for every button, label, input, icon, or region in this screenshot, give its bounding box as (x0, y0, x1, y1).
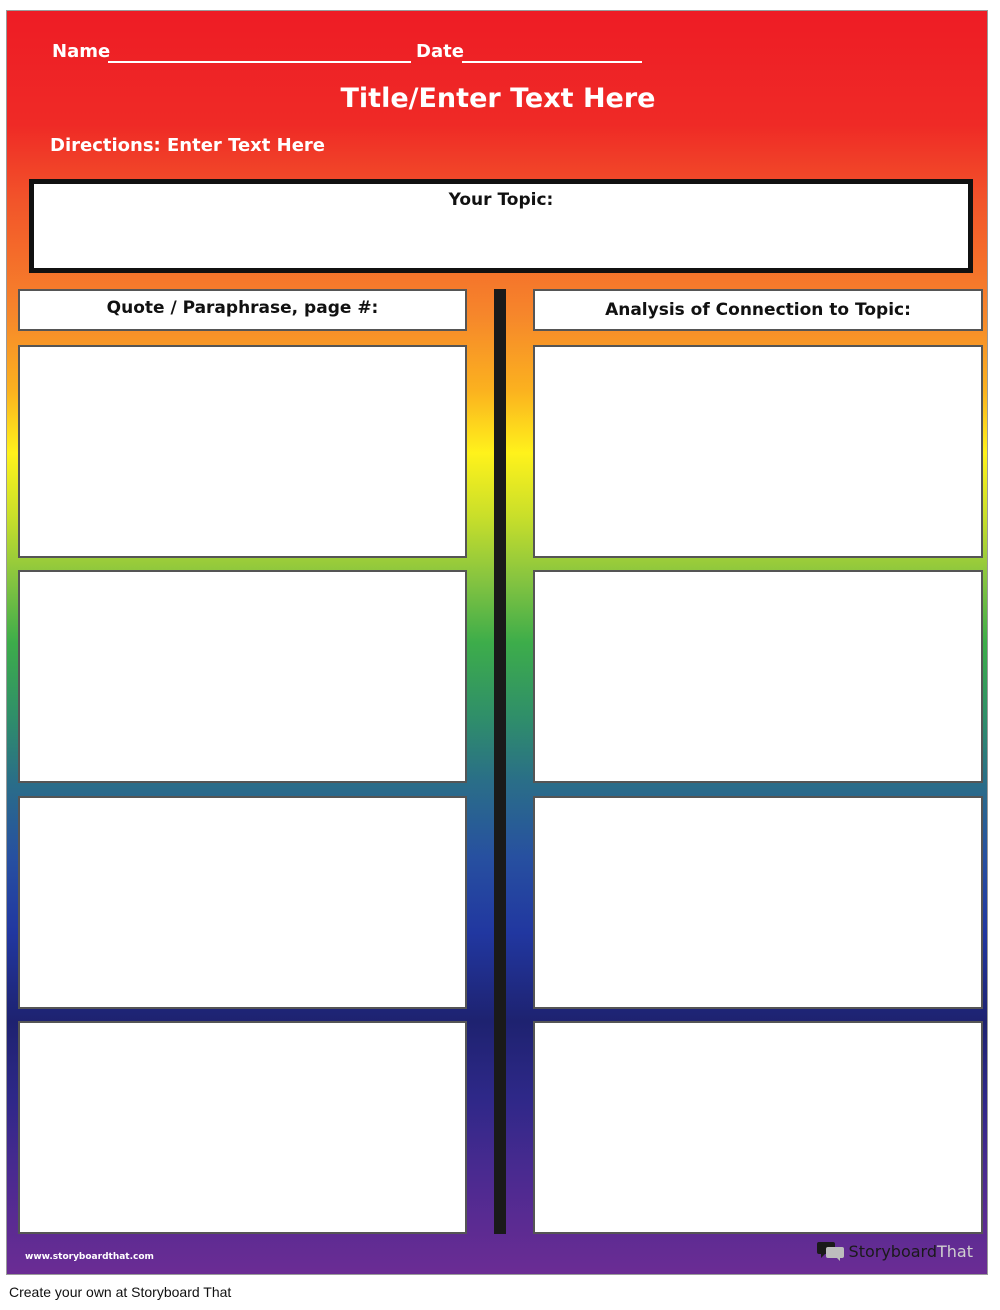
storyboardthat-logo (817, 1240, 973, 1262)
speech-bubbles-icon (817, 1240, 845, 1262)
logo-text-dark: Storyboard (848, 1241, 937, 1261)
directions-text[interactable]: Directions: Enter Text Here (50, 135, 326, 156)
quote-column-header: Quote / Paraphrase, page #: (18, 289, 467, 331)
logo-text-light: That (937, 1241, 973, 1261)
analysis-cell-4[interactable] (533, 1021, 983, 1234)
worksheet-page (6, 10, 988, 1275)
topic-label: Your Topic: (448, 190, 554, 210)
quote-cell-2[interactable] (18, 570, 467, 783)
quote-cell-1[interactable] (18, 345, 467, 558)
date-label: Date (416, 41, 464, 62)
topic-box[interactable] (29, 179, 973, 273)
analysis-column-header: Analysis of Connection to Topic: (533, 289, 983, 331)
page-title[interactable]: Title/Enter Text Here (340, 83, 656, 114)
name-label: Name (52, 41, 111, 62)
analysis-cell-1[interactable] (533, 345, 983, 558)
quote-cell-4[interactable] (18, 1021, 467, 1234)
column-divider (494, 289, 506, 1234)
footer-url: www.storyboardthat.com (25, 1252, 154, 1262)
create-your-own-credit[interactable]: Create your own at Storyboard That (9, 1284, 232, 1300)
analysis-cell-2[interactable] (533, 570, 983, 783)
logo-text (849, 1242, 973, 1261)
date-field[interactable] (462, 61, 642, 63)
quote-cell-3[interactable] (18, 796, 467, 1009)
name-field[interactable] (108, 61, 411, 63)
analysis-cell-3[interactable] (533, 796, 983, 1009)
